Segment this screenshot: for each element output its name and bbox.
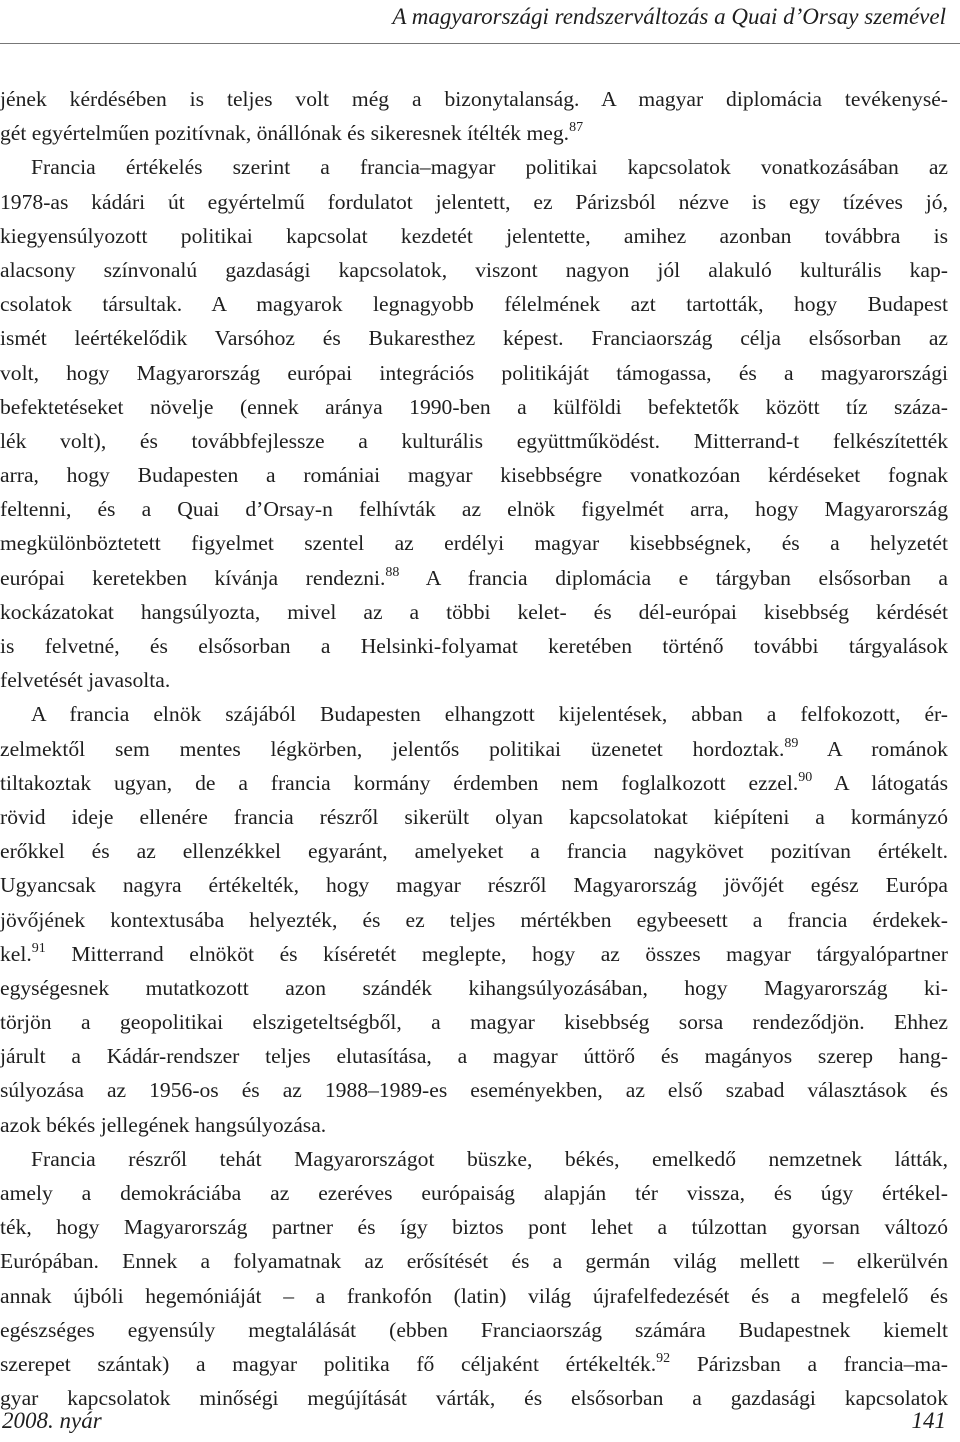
text-line-21-a: tiltakoztak ugyan, de a francia kormány érdemben nem foglalkozott ezzel. (0, 770, 799, 795)
text-line-38 (0, 1347, 948, 1381)
text-line-36: annak újbóli hegemóniáját – a frankofón (latin) világ újrafelfedezését és a megfelelő és (0, 1283, 948, 1308)
footnote-ref-87[interactable]: 87 (569, 120, 584, 136)
text-line-26 (0, 937, 948, 971)
text-line-6: alacsony színvonalú gazdasági kapcsolatok, viszont nagyon jól alakuló kulturális kap- (0, 257, 948, 282)
footnote-ref-89[interactable]: 89 (784, 735, 799, 751)
text-line-30: súlyozása az 1956-os és az 1988–1989-es eseményekben, az első szabad választások és (0, 1078, 948, 1103)
text-line-5: kiegyensúlyozott politikai kapcsolat kezdetét jelentette, amihez azonban továbbra is (0, 223, 948, 248)
text-line-34: ték, hogy Magyarország partner és így biztos pont lehet a túlzottan gyorsan változó (0, 1215, 948, 1240)
text-line-21 (0, 766, 948, 800)
text-line-39: gyar kapcsolatok minőségi megújítását várták, és elsősorban a gazdasági kapcsolatok (0, 1386, 948, 1411)
text-line-20 (0, 732, 948, 766)
text-line-9: volt, hogy Magyarország európai integrációs politikáját támogassa, és a magyarországi (0, 360, 948, 385)
text-line-23: erőkkel és az ellenzékkel egyaránt, amelyeket a francia nagykövet pozitívan értékelt. (0, 839, 948, 864)
text-line-33: amely a demokráciába az ezeréves európaiság alapján tér vissza, és úgy értékel- (0, 1181, 948, 1205)
footnote-ref-88[interactable]: 88 (385, 564, 400, 580)
text-line-3: Francia értékelés szerint a francia–magyar politikai kapcsolatok vonatkozásában az (31, 155, 948, 180)
text-line-15 (0, 561, 948, 595)
text-line-26-a: kel. (0, 941, 32, 966)
text-line-15-a: európai keretekben kívánja rendezni. (0, 565, 386, 590)
text-line-27: egységesnek mutatkozott azon szándék kihangsúlyozásában, hogy Magyarország ki- (0, 975, 948, 1000)
text-line-28: törjön a geopolitikai elszigeteltségből, a magyar kisebbség sorsa rendeződjön. Ehhez (0, 1010, 948, 1035)
text-line-25: jövőjének kontextusába helyezték, és ez teljes mértékben egybeesett a francia érdekek- (0, 907, 948, 932)
text-line-29: járult a Kádár-rendszer teljes elutasítása, a magyar úttörő és magányos szerep hang- (0, 1044, 948, 1069)
footnote-ref-90[interactable]: 90 (798, 769, 813, 785)
text-line-35: Európában. Ennek a folyamatnak az erősítését és a germán világ mellett – elkerülvén (0, 1249, 948, 1274)
text-line-26-b: Mitterrand elnököt és kíséretét meglepte, hogy az összes magyar tárgyalópartner (45, 941, 948, 966)
text-line-2 (0, 116, 948, 150)
text-line-13: feltenni, és a Quai d’Orsay-n felhívták az elnök figyelmét arra, hogy Magyarország (0, 497, 948, 522)
text-line-22: rövid ideje ellenére francia részről sikerült olyan kapcsolatokat kiépíteni a kormányzó (0, 804, 948, 829)
text-line-20-b: A románok (798, 736, 948, 761)
footnote-ref-91[interactable]: 91 (31, 940, 46, 956)
text-line-32: Francia részről tehát Magyarországot büszke, békés, emelkedő nemzetnek látták, (31, 1146, 948, 1171)
text-line-19: A francia elnök szájából Budapesten elhangzott kijelentések, abban a felfokozott, ér- (31, 702, 948, 727)
text-line-21-b: A látogatás (812, 770, 948, 795)
text-line-17: is felvetné, és elsősorban a Helsinki-folyamat keretében történő további tárgyalások (0, 634, 948, 658)
page-number: 141 (911, 1408, 946, 1433)
text-line-38-a: szerepet szántak) a magyar politika fő céljaként értékelték. (0, 1351, 657, 1376)
text-line-16: kockázatokat hangsúlyozta, mivel az a többi kelet- és dél-európai kisebbség kérdését (0, 599, 948, 624)
footnote-ref-92[interactable]: 92 (656, 1350, 671, 1366)
text-line-20-a: zelmektől sem mentes légkörben, jelentős politikai üzenetet hordoztak. (0, 736, 785, 761)
text-line-8: ismét leértékelődik Varsóhoz és Bukaresthez képest. Franciaország célja elsősorban az (0, 326, 948, 351)
text-line-15-b: A francia diplomácia e tárgyban elsősorban a (399, 565, 948, 590)
running-header: A magyarországi rendszerváltozás a Quai d’Orsay szemével (392, 4, 946, 29)
header-rule (0, 43, 960, 44)
text-line-31: azok békés jellegének hangsúlyozása. (0, 1112, 327, 1137)
footer-issue: 2008. nyár (2, 1408, 102, 1433)
text-line-4: 1978-as kádári út egyértelmű fordulatot jelentett, ez Párizsból nézve is egy tízéves jó, (0, 189, 948, 214)
text-line-24: Ugyancsak nagyra értékelték, hogy magyar részről Magyarország jövőjét egész Európa (0, 873, 948, 898)
text-line-1: jének kérdésében is teljes volt még a bizonytalanság. A magyar diplomácia tevékenysé- (0, 87, 948, 111)
text-line-10: befektetéseket növelje (ennek aránya 1990-ben a külföldi befektetők között tíz száza- (0, 394, 948, 419)
text-line-14: megkülönböztetett figyelmet szentel az erdélyi magyar kisebbségnek, és a helyzetét (0, 531, 948, 556)
text-line-37: egészséges egyensúly megtalálását (ebben Franciaország számára Budapestnek kiemelt (0, 1317, 948, 1342)
body-text (0, 82, 948, 1415)
text-line-38-b: Párizsban a francia–ma- (670, 1351, 948, 1376)
text-line-11: lék volt), és továbbfejlessze a kulturális együttműködést. Mitterrand-t felkészítették (0, 428, 948, 453)
text-line-12: arra, hogy Budapesten a romániai magyar kisebbségre vonatkozóan kérdéseket fognak (0, 463, 948, 488)
text-line-18: felvetését javasolta. (0, 668, 171, 693)
text-line-2-content: gét egyértelműen pozitívnak, önállónak és sikeresnek ítélték meg. (0, 121, 570, 146)
text-line-7: csolatok társultak. A magyarok legnagyobb félelmének azt tartották, hogy Budapest (0, 292, 948, 317)
